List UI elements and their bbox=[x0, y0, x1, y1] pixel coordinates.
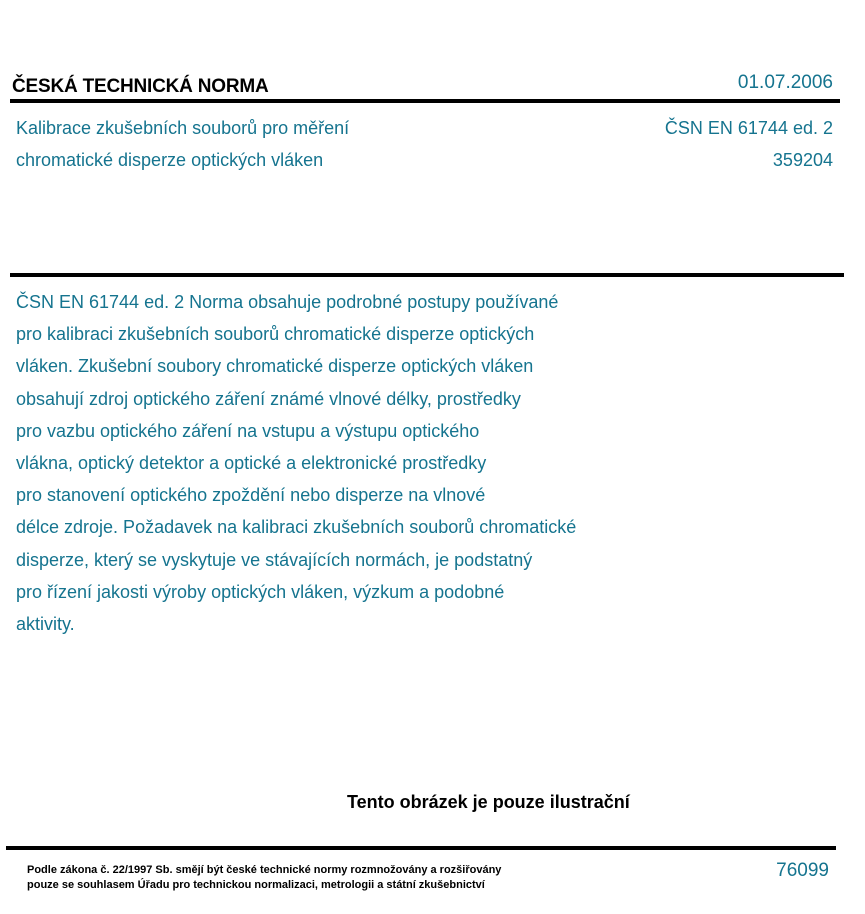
abstract-line: pro řízení jakosti výroby optických vláken, výzkum a podobné bbox=[16, 581, 505, 602]
abstract-line: aktivity. bbox=[16, 614, 75, 635]
legal-notice bbox=[27, 863, 501, 893]
footer-divider bbox=[6, 846, 836, 850]
abstract-line: disperze, který se vyskytuje ve stávajících normách, je podstatný bbox=[16, 549, 533, 570]
document-title-line-2: chromatické disperze optických vláken bbox=[16, 150, 324, 170]
abstract-line: ČSN EN 61744 ed. 2 Norma obsahuje podrobné postupy používané bbox=[16, 292, 559, 312]
classification-number: 359204 bbox=[772, 150, 833, 170]
publication-date: 01.07.2006 bbox=[737, 72, 833, 93]
abstract-line: délce zdroje. Požadavek na kalibraci zkušebních souborů chromatické bbox=[16, 517, 577, 538]
abstract-line: vláken. Zkušební soubory chromatické disperze optických vláken bbox=[16, 356, 534, 377]
standard-code: ČSN EN 61744 ed. 2 bbox=[664, 118, 833, 138]
abstract-line: vlákna, optický detektor a optické a elektronické prostředky bbox=[16, 453, 487, 474]
legal-notice-line: Podle zákona č. 22/1997 Sb. smějí být české technické normy rozmnožovány a rozšiřovány bbox=[27, 864, 502, 876]
abstract-text bbox=[16, 286, 706, 640]
legal-notice-line: pouze se souhlasem Úřadu pro technickou normalizaci, metrologii a státní zkušebnictví bbox=[27, 879, 485, 891]
norm-label: ČESKÁ TECHNICKÁ NORMA bbox=[12, 76, 269, 97]
document-title-line-1: Kalibrace zkušebních souborů pro měření bbox=[16, 118, 350, 138]
document-number: 76099 bbox=[776, 860, 829, 881]
abstract-line: pro vazbu optického záření na vstupu a výstupu optického bbox=[16, 420, 480, 441]
illustration-note: Tento obrázek je pouze ilustrační bbox=[347, 792, 630, 812]
abstract-line: pro stanovení optického zpoždění nebo disperze na vlnové bbox=[16, 485, 486, 506]
abstract-line: pro kalibraci zkušebních souborů chromatické disperze optických bbox=[16, 324, 535, 345]
header-divider bbox=[10, 99, 840, 103]
title-divider bbox=[10, 273, 844, 277]
abstract-line: obsahují zdroj optického záření známé vlnové délky, prostředky bbox=[16, 388, 521, 409]
